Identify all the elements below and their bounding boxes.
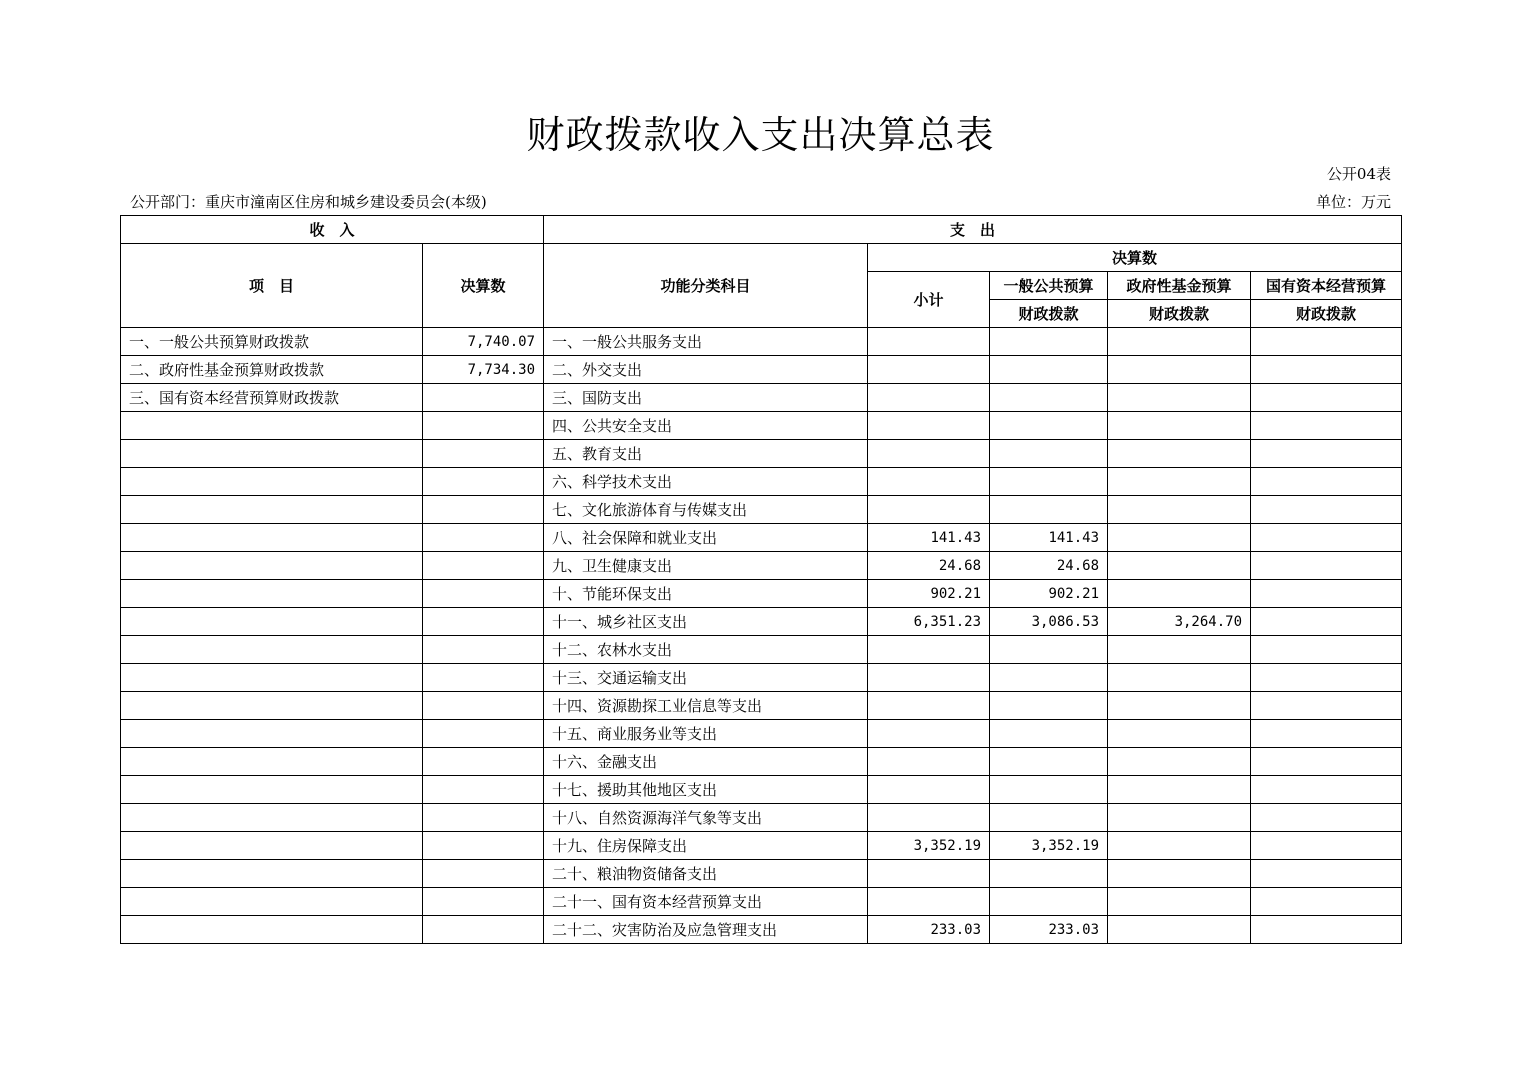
state-capital-cell — [1251, 776, 1402, 804]
page-title: 财政拨款收入支出决算总表 — [526, 113, 995, 157]
income-item-cell — [121, 440, 423, 468]
general-budget-cell — [990, 720, 1108, 748]
subtotal-cell — [868, 356, 990, 384]
subtotal-cell — [868, 692, 990, 720]
income-item-cell — [121, 636, 423, 664]
category-cell: 八、社会保障和就业支出 — [544, 524, 868, 552]
gov-fund-cell — [1108, 580, 1251, 608]
income-amount-cell — [423, 384, 544, 412]
income-item-cell — [121, 580, 423, 608]
income-item-cell — [121, 860, 423, 888]
gov-fund-cell — [1108, 496, 1251, 524]
subtotal-cell — [868, 888, 990, 916]
table-row — [121, 580, 1402, 608]
gov-fund-cell — [1108, 384, 1251, 412]
department-label: 公开部门：重庆市潼南区住房和城乡建设委员会(本级) — [130, 193, 487, 211]
subtotal-cell — [868, 804, 990, 832]
category-cell: 十三、交通运输支出 — [544, 664, 868, 692]
state-capital-cell — [1251, 580, 1402, 608]
subtotal-cell: 902.21 — [868, 580, 990, 608]
gov-fund-cell — [1108, 888, 1251, 916]
income-item-cell — [121, 412, 423, 440]
subtotal-cell — [868, 496, 990, 524]
table-row — [121, 440, 1402, 468]
general-budget-cell — [990, 496, 1108, 524]
category-cell: 十六、金融支出 — [544, 748, 868, 776]
state-capital-cell — [1251, 916, 1402, 944]
general-budget-cell — [990, 356, 1108, 384]
table-row — [121, 692, 1402, 720]
general-budget-cell — [990, 636, 1108, 664]
gov-fund-cell — [1108, 916, 1251, 944]
table-row — [121, 328, 1402, 356]
gov-fund-cell — [1108, 804, 1251, 832]
subtotal-cell — [868, 664, 990, 692]
income-amount-cell — [423, 552, 544, 580]
income-amount-cell — [423, 720, 544, 748]
state-capital-cell — [1251, 524, 1402, 552]
income-amount-cell: 7,734.30 — [423, 356, 544, 384]
budget-table — [120, 215, 1402, 944]
income-amount-cell — [423, 664, 544, 692]
general-budget-cell — [990, 776, 1108, 804]
subtotal-cell: 24.68 — [868, 552, 990, 580]
general-budget-cell: 3,352.19 — [990, 832, 1108, 860]
income-amount-cell — [423, 776, 544, 804]
table-row — [121, 384, 1402, 412]
income-amount-cell — [423, 412, 544, 440]
gov-fund-cell — [1108, 524, 1251, 552]
subtotal-cell: 233.03 — [868, 916, 990, 944]
income-header: 收 入 — [121, 216, 544, 244]
income-item-cell — [121, 888, 423, 916]
subtotal-cell — [868, 636, 990, 664]
income-item-cell — [121, 552, 423, 580]
subtotal-cell — [868, 720, 990, 748]
subtotal-cell — [868, 468, 990, 496]
general-budget-cell — [990, 860, 1108, 888]
income-amount-cell — [423, 636, 544, 664]
subtotal-cell — [868, 440, 990, 468]
table-row — [121, 496, 1402, 524]
subtotal-cell — [868, 384, 990, 412]
table-row — [121, 356, 1402, 384]
table-row — [121, 776, 1402, 804]
income-item-cell — [121, 496, 423, 524]
category-cell: 十二、农林水支出 — [544, 636, 868, 664]
general-budget-header-l2: 财政拨款 — [990, 300, 1108, 328]
table-row — [121, 468, 1402, 496]
income-amount-cell — [423, 832, 544, 860]
state-capital-cell — [1251, 356, 1402, 384]
table-body — [121, 328, 1402, 944]
category-cell: 十五、商业服务业等支出 — [544, 720, 868, 748]
gov-fund-cell — [1108, 440, 1251, 468]
state-capital-cell — [1251, 860, 1402, 888]
gov-fund-header-l2: 财政拨款 — [1108, 300, 1251, 328]
category-cell: 四、公共安全支出 — [544, 412, 868, 440]
income-amount-cell — [423, 524, 544, 552]
income-amount-cell — [423, 608, 544, 636]
subtotal-header: 小计 — [868, 272, 990, 328]
table-row — [121, 608, 1402, 636]
income-amount-cell — [423, 860, 544, 888]
income-amount-cell — [423, 692, 544, 720]
subtotal-cell: 3,352.19 — [868, 832, 990, 860]
general-budget-cell: 902.21 — [990, 580, 1108, 608]
general-budget-header-l1: 一般公共预算 — [990, 272, 1108, 300]
state-capital-cell — [1251, 328, 1402, 356]
state-capital-cell — [1251, 804, 1402, 832]
table-row — [121, 524, 1402, 552]
category-cell: 十八、自然资源海洋气象等支出 — [544, 804, 868, 832]
table-row — [121, 636, 1402, 664]
income-amount-cell: 7,740.07 — [423, 328, 544, 356]
general-budget-cell: 3,086.53 — [990, 608, 1108, 636]
income-item-cell — [121, 524, 423, 552]
table-row — [121, 804, 1402, 832]
table-row — [121, 664, 1402, 692]
table-row — [121, 888, 1402, 916]
income-item-cell — [121, 692, 423, 720]
state-capital-header-l1: 国有资本经营预算 — [1251, 272, 1402, 300]
state-capital-cell — [1251, 384, 1402, 412]
expense-header: 支 出 — [544, 216, 1402, 244]
gov-fund-cell — [1108, 552, 1251, 580]
subtotal-cell — [868, 328, 990, 356]
gov-fund-cell — [1108, 720, 1251, 748]
income-item-cell — [121, 664, 423, 692]
table-row — [121, 552, 1402, 580]
income-item-cell: 三、国有资本经营预算财政拨款 — [121, 384, 423, 412]
state-capital-cell — [1251, 888, 1402, 916]
gov-fund-cell — [1108, 664, 1251, 692]
income-amount-cell — [423, 748, 544, 776]
gov-fund-cell — [1108, 328, 1251, 356]
general-budget-cell — [990, 328, 1108, 356]
general-budget-cell — [990, 468, 1108, 496]
final-amount-header: 决算数 — [868, 244, 1402, 272]
state-capital-cell — [1251, 412, 1402, 440]
income-item-cell: 二、政府性基金预算财政拨款 — [121, 356, 423, 384]
amount-header: 决算数 — [423, 244, 544, 328]
item-header: 项 目 — [121, 244, 423, 328]
category-cell: 二十、粮油物资储备支出 — [544, 860, 868, 888]
category-cell: 三、国防支出 — [544, 384, 868, 412]
subtotal-cell — [868, 776, 990, 804]
general-budget-cell — [990, 664, 1108, 692]
income-amount-cell — [423, 804, 544, 832]
state-capital-cell — [1251, 664, 1402, 692]
state-capital-cell — [1251, 692, 1402, 720]
income-item-cell — [121, 720, 423, 748]
state-capital-cell — [1251, 608, 1402, 636]
gov-fund-cell: 3,264.70 — [1108, 608, 1251, 636]
state-capital-cell — [1251, 748, 1402, 776]
gov-fund-cell — [1108, 468, 1251, 496]
income-amount-cell — [423, 496, 544, 524]
state-capital-header-l2: 财政拨款 — [1251, 300, 1402, 328]
income-item-cell: 一、一般公共预算财政拨款 — [121, 328, 423, 356]
category-cell: 二十二、灾害防治及应急管理支出 — [544, 916, 868, 944]
state-capital-cell — [1251, 552, 1402, 580]
gov-fund-cell — [1108, 748, 1251, 776]
category-cell: 二十一、国有资本经营预算支出 — [544, 888, 868, 916]
subtotal-cell — [868, 860, 990, 888]
general-budget-cell: 233.03 — [990, 916, 1108, 944]
income-amount-cell — [423, 580, 544, 608]
table-row — [121, 748, 1402, 776]
gov-fund-cell — [1108, 832, 1251, 860]
state-capital-cell — [1251, 440, 1402, 468]
form-number: 公开04表 — [1326, 165, 1391, 183]
general-budget-cell: 141.43 — [990, 524, 1108, 552]
state-capital-cell — [1251, 832, 1402, 860]
table-row — [121, 832, 1402, 860]
general-budget-cell — [990, 384, 1108, 412]
gov-fund-cell — [1108, 412, 1251, 440]
gov-fund-cell — [1108, 860, 1251, 888]
income-amount-cell — [423, 916, 544, 944]
income-item-cell — [121, 468, 423, 496]
state-capital-cell — [1251, 496, 1402, 524]
category-cell: 五、教育支出 — [544, 440, 868, 468]
income-item-cell — [121, 916, 423, 944]
gov-fund-cell — [1108, 356, 1251, 384]
category-cell: 十九、住房保障支出 — [544, 832, 868, 860]
category-cell: 九、卫生健康支出 — [544, 552, 868, 580]
category-cell: 六、科学技术支出 — [544, 468, 868, 496]
general-budget-cell — [990, 692, 1108, 720]
table-row — [121, 860, 1402, 888]
table-row — [121, 412, 1402, 440]
subtotal-cell — [868, 748, 990, 776]
unit-label: 单位：万元 — [1315, 193, 1391, 211]
category-cell: 十一、城乡社区支出 — [544, 608, 868, 636]
income-item-cell — [121, 776, 423, 804]
category-cell: 一、一般公共服务支出 — [544, 328, 868, 356]
subtotal-cell: 6,351.23 — [868, 608, 990, 636]
gov-fund-cell — [1108, 692, 1251, 720]
subtotal-cell: 141.43 — [868, 524, 990, 552]
func-category-header: 功能分类科目 — [544, 244, 868, 328]
general-budget-cell — [990, 412, 1108, 440]
income-item-cell — [121, 804, 423, 832]
state-capital-cell — [1251, 636, 1402, 664]
income-amount-cell — [423, 468, 544, 496]
state-capital-cell — [1251, 720, 1402, 748]
category-cell: 二、外交支出 — [544, 356, 868, 384]
table-row — [121, 720, 1402, 748]
general-budget-cell — [990, 440, 1108, 468]
general-budget-cell — [990, 888, 1108, 916]
gov-fund-header-l1: 政府性基金预算 — [1108, 272, 1251, 300]
category-cell: 十七、援助其他地区支出 — [544, 776, 868, 804]
category-cell: 十四、资源勘探工业信息等支出 — [544, 692, 868, 720]
general-budget-cell — [990, 804, 1108, 832]
income-item-cell — [121, 832, 423, 860]
general-budget-cell — [990, 748, 1108, 776]
general-budget-cell: 24.68 — [990, 552, 1108, 580]
income-item-cell — [121, 608, 423, 636]
income-amount-cell — [423, 888, 544, 916]
subtotal-cell — [868, 412, 990, 440]
income-item-cell — [121, 748, 423, 776]
category-cell: 十、节能环保支出 — [544, 580, 868, 608]
table-row — [121, 916, 1402, 944]
gov-fund-cell — [1108, 636, 1251, 664]
gov-fund-cell — [1108, 776, 1251, 804]
state-capital-cell — [1251, 468, 1402, 496]
income-amount-cell — [423, 440, 544, 468]
category-cell: 七、文化旅游体育与传媒支出 — [544, 496, 868, 524]
